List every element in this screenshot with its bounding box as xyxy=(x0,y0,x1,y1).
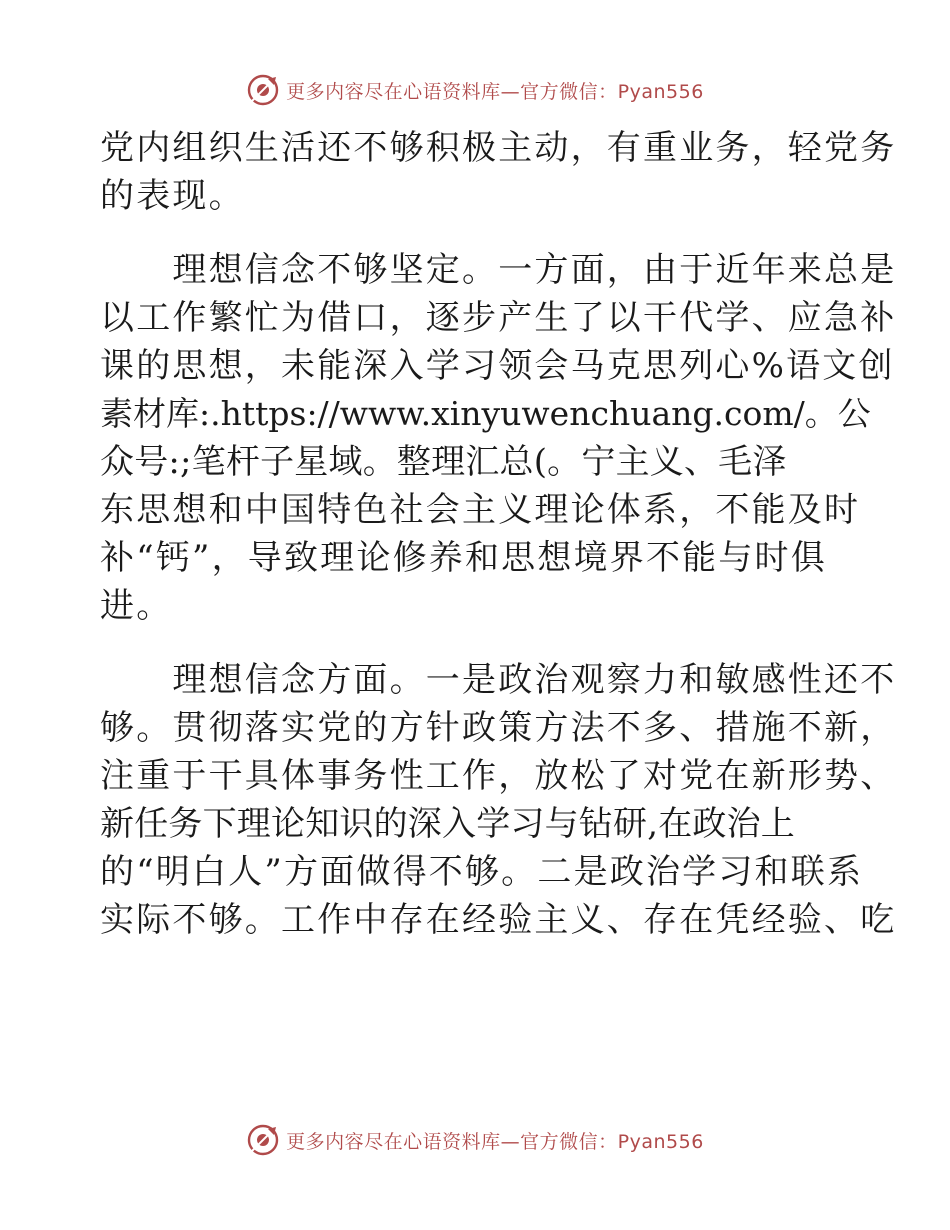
text-line: 党内组织生活还不够积极主动，有重业务，轻党务 xyxy=(100,128,897,168)
text-line: 的“明白人”方面做得不够。二是政治学习和联系 xyxy=(100,852,864,892)
text-line: 实际不够。工作中存在经验主义、存在凭经验、吃 xyxy=(100,900,897,940)
paragraph-2 xyxy=(100,246,897,630)
text-line: 素材库:.https://www.xinyuwenchuang.com/。公 xyxy=(100,394,871,433)
text-line: 东思想和中国特色社会主义理论体系，不能及时 xyxy=(100,490,861,530)
text-line: 进。 xyxy=(100,586,173,626)
text-line: 理想信念方面。一是政治观察力和敏感性还不 xyxy=(100,660,897,700)
text-line: 注重于干具体事务性工作，放松了对党在新形势、 xyxy=(100,756,897,796)
text-line: 理想信念不够坚定。一方面，由于近年来总是 xyxy=(100,250,897,290)
header-watermark-banner xyxy=(0,70,950,110)
header-banner-text: 更多内容尽在心语资料库—官方微信：Pyan556 xyxy=(286,80,704,103)
brand-logo-icon xyxy=(246,1123,280,1157)
text-line: 新任务下理论知识的深入学习与钻研,在政治上 xyxy=(100,804,796,844)
text-line: 以工作繁忙为借口，逐步产生了以干代学、应急补 xyxy=(100,298,897,338)
paragraph-1 xyxy=(100,124,897,220)
text-line: 够。贯彻落实党的方针政策方法不多、措施不新， xyxy=(100,708,897,748)
text-line: 补“钙”，导致理论修养和思想境界不能与时俱 xyxy=(100,538,827,578)
brand-logo-icon xyxy=(246,73,280,107)
footer-watermark-banner xyxy=(0,1120,950,1160)
text-line: 众号:;笔杆子星域。整理汇总(。宁主义、毛泽 xyxy=(100,442,787,482)
document-body xyxy=(100,124,897,944)
text-line: 的表现。 xyxy=(100,176,245,216)
text-line: 课的思想，未能深入学习领会马克思列心%语文创 xyxy=(100,346,895,386)
paragraph-3 xyxy=(100,656,897,944)
footer-banner-text: 更多内容尽在心语资料库—官方微信：Pyan556 xyxy=(286,1130,704,1153)
